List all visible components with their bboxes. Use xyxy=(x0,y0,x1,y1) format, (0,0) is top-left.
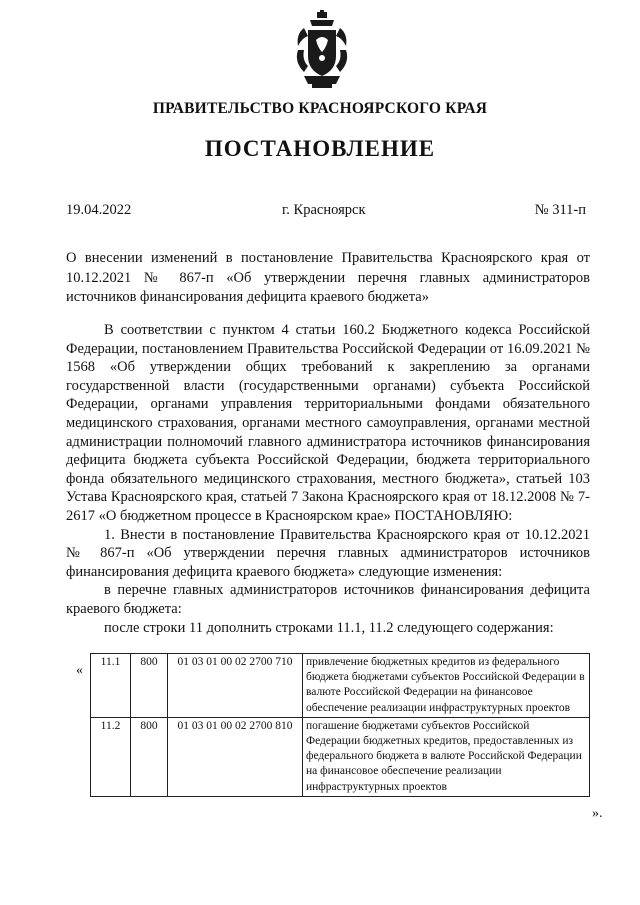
body-paragraph-insertion: после строки 11 дополнить строками 11.1, 11.2 следующего содержания: xyxy=(104,619,554,636)
admin-code: 800 xyxy=(131,717,168,796)
row-number: 11.1 xyxy=(91,654,131,718)
table-row xyxy=(91,717,590,796)
admin-code: 800 xyxy=(131,654,168,718)
table-row xyxy=(91,654,590,718)
source-name: погашение бюджетами субъектов Российской Федерации бюджетных кредитов, предоставленных из федерального бюджета в валюте Российской Федерации на финансовое обеспечение реализации инфраструктурных проектов xyxy=(303,717,590,796)
document-date: 19.04.2022 xyxy=(66,202,132,218)
row-number: 11.2 xyxy=(91,717,131,796)
organization-title: ПРАВИТЕЛЬСТВО КРАСНОЯРСКОГО КРАЯ xyxy=(152,100,488,117)
opening-quote-mark: « xyxy=(76,663,83,678)
body-paragraph-clause-1: 1. Внести в постановление Правительства Красноярского края от 10.12.2021 № 867-п «Об утверждении перечня главных администраторов источников финансирования дефицита краевого бюджета» следующие изменения: xyxy=(66,526,590,580)
document-subject: О внесении изменений в постановление Правительства Красноярского края от 10.12.2021 № 867-п «Об утверждении перечня главных администраторов источников финансирования дефицита краевого бюджета» xyxy=(66,250,590,305)
source-name: привлечение бюджетных кредитов из федерального бюджета бюджетами субъектов Российской Федерации в валюте Российской Федерации на финансовое обеспечение реализации инфраструктурных проектов xyxy=(303,654,590,718)
document-number: № 311-п xyxy=(534,202,586,218)
coat-of-arms-emblem xyxy=(290,10,354,90)
classification-code: 01 03 01 00 02 2700 810 xyxy=(168,717,303,796)
closing-quote-mark: ». xyxy=(592,806,603,821)
document-type-title: ПОСТАНОВЛЕНИЕ xyxy=(204,136,436,161)
document-city: г. Красноярск xyxy=(282,202,366,218)
body-paragraph-preamble: В соответствии с пунктом 4 статьи 160.2 Бюджетного кодекса Российской Федерации, постановлением Правительства Российской Федерации от 16.09.2021 № 1568 «Об утверждении общих требований к закреплению за органами государственной власти (государственными органами) субъекта Российской Федерации, органами управления территориальными фондами обязательного медицинского страхования, органами местного самоуправления, органами местной администрации полномочий главного администратора источников финансирования дефицита бюджета субъекта Российской Федерации, бюджета территориального фонда обязательного медицинского страхования, местного бюджета», статьей 103 Устава Красноярского края, статьей 7 Закона Красноярского края от 18.12.2008 № 7-2617 «О бюджетном процессе в Красноярском крае» ПОСТАНОВЛЯЮ: xyxy=(66,322,590,524)
classification-code: 01 03 01 00 02 2700 710 xyxy=(168,654,303,718)
body-paragraph-list-intro: в перечне главных администраторов источников финансирования дефицита краевого бюджета: xyxy=(66,582,590,617)
amendment-table xyxy=(90,653,590,797)
document-body xyxy=(66,321,590,637)
